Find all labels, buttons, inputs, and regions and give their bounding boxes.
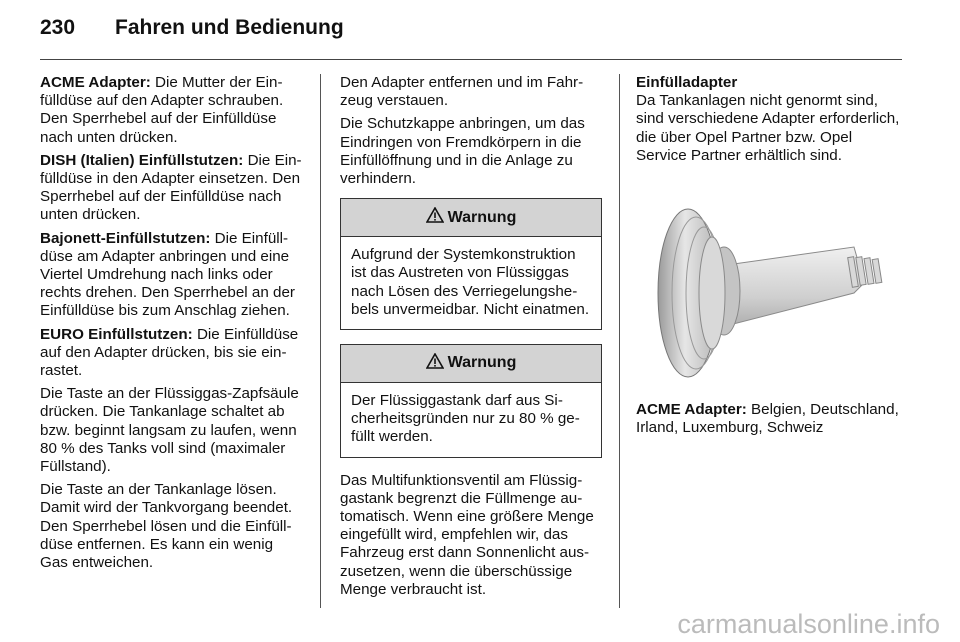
- paragraph-tankanlagen: Da Tankanlagen nicht genormt sind, sind verschiedene Adapter erforderlich, die über Opel Partner bzw. Opel Service Partner erhältlich sind.: [636, 92, 900, 164]
- chapter-title: Fahren und Bedienung: [115, 16, 344, 39]
- warning-box-2: [340, 344, 602, 458]
- term-label: ACME Adapter:: [40, 74, 151, 91]
- warning-triangle-icon: [426, 353, 444, 374]
- page-number: 230: [40, 16, 76, 39]
- term-label: ACME Adapter:: [636, 401, 747, 419]
- term-label: EURO Einfüllstutzen:: [40, 325, 193, 343]
- paragraph-euro: EURO Einfüllstutzen: Die Einfülldüse auf den Adapter drücken, bis sie einrastet.: [40, 325, 299, 380]
- warning-header: [341, 199, 601, 237]
- paragraph-schutzkappe: Die Schutzkappe anbringen, um das Eindringen von Fremdkörpern in die Einfüllöffnung und in die Anlage zu verhindern.: [340, 115, 585, 188]
- warning-text: Aufgrund der Systemkonstruktion ist das Austreten von Flüssiggas nach Lösen des Verriegelungshebels unvermeidbar. Nicht einatmen.: [351, 246, 590, 318]
- warning-box-1: [340, 198, 602, 330]
- warning-triangle-svg: [426, 207, 444, 223]
- warning-triangle-svg: [426, 353, 444, 369]
- paragraph-adapter-entfernen: Den Adapter entfernen und im Fahrzeug verstauen.: [340, 74, 584, 110]
- paragraph-taste-loesen: Die Taste an der Tankanlage lösen. Damit wird der Tankvorgang beendet. Den Sperrhebel lösen und die Einfülldüse entfernen. Es kann ein wenig Gas entweichen.: [40, 481, 293, 572]
- term-label: DISH (Italien) Einfüllstutzen:: [40, 151, 244, 169]
- figure-caption: ACME Adapter: Belgien, Deutschland, Irland, Luxemburg, Schweiz: [636, 401, 899, 437]
- warning-title: Warnung: [447, 354, 517, 372]
- paragraph-dish: DISH (Italien) Einfüllstutzen: Die Einfülldüse in den Adapter einsetzen. Den Sperrhebel auf der Einfülldüse nach unten drücken.: [40, 151, 302, 224]
- warning-triangle-icon: [426, 207, 444, 228]
- warning-text: Der Flüssiggastank darf aus Sicherheitsgründen nur zu 80 % gefüllt werden.: [351, 392, 580, 446]
- column-3: [636, 74, 904, 442]
- paragraph-taste-zapfsaeule: Die Taste an der Flüssiggas-Zapfsäule drücken. Die Tankanlage schaltet ab bzw. beginnt langsam zu laufen, wenn 80 % des Tanks voll sind (maximaler Füllstand).: [40, 385, 299, 476]
- paragraph-bajonett: Bajonett-Einfüllstutzen: Die Einfülldüse am Adapter anbringen und eine Viertel Umdrehung nach links oder rechts drehen. Den Sperrhebel an der Einfülldüse bis zum Anschlag ziehen.: [40, 229, 295, 320]
- column-2: [340, 74, 602, 604]
- term-label: Bajonett-Einfüllstutzen:: [40, 229, 211, 247]
- paragraph-acme: ACME Adapter: Die Mutter der Einfülldüse auf den Adapter schrauben. Den Sperrhebel auf der Einfülldüse nach unten drücken.: [40, 74, 284, 146]
- warning-header: [341, 345, 601, 383]
- watermark: carmanualsonline.info: [677, 609, 940, 639]
- warning-title: Warnung: [447, 208, 517, 226]
- header-divider: [40, 59, 902, 60]
- column-1: [40, 74, 304, 577]
- section-heading: Einfülladapter: [636, 74, 738, 91]
- acme-adapter-drawing: [636, 173, 898, 387]
- column-divider-1: [320, 74, 321, 608]
- column-divider-2: [619, 74, 620, 608]
- paragraph-multifunktionsventil: Das Multifunktionsventil am Flüssiggastank begrenzt die Füllmenge automatisch. Wenn eine größere Menge eingefüllt wird, empfehlen wir, das Fahrzeug erst dann Sonnenlicht auszusetzen, wenn die überschüssige Menge verbraucht ist.: [340, 471, 594, 598]
- acme-adapter-illustration: [636, 173, 898, 387]
